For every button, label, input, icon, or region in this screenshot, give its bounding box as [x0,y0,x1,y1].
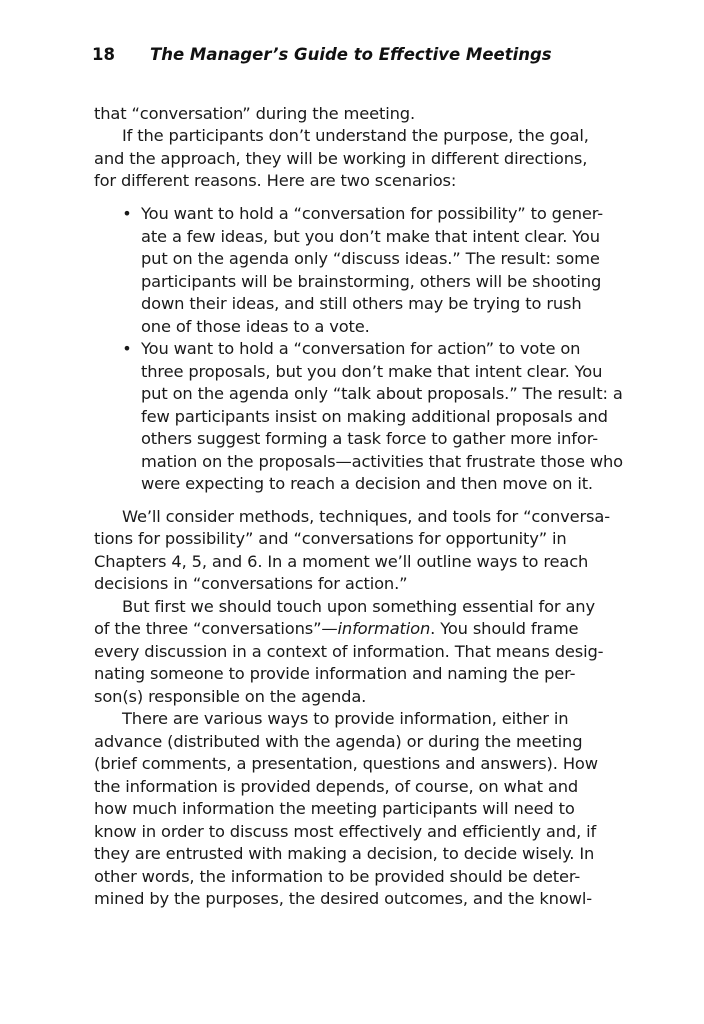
text-line: how much information the meeting participants will need to [94,799,575,818]
running-header [92,45,652,64]
text-line: they are entrusted with making a decision, to decide wisely. In [94,844,595,863]
bullet-text-line: You want to hold a “conversation for possibility” to gener- [141,204,603,223]
text-line: nating someone to provide information and naming the per- [94,664,576,683]
bullet-marker: • [122,204,132,223]
bullet-text-line: put on the agenda only “talk about proposals.” The result: a [141,384,623,403]
bullet-text-line: participants will be brainstorming, others will be shooting [141,272,602,291]
bullet-text-line: were expecting to reach a decision and then move on it. [141,474,593,493]
text-fragment: of the three “conversations”— [94,619,338,638]
bullet-text-line: few participants insist on making additional proposals and [141,407,608,426]
bullet-text-line: others suggest forming a task force to gather more infor- [141,429,598,448]
text-line: and the approach, they will be working in different directions, [94,149,588,168]
bullet-text-line: ate a few ideas, but you don’t make that intent clear. You [141,227,600,246]
text-line: mined by the purposes, the desired outcomes, and the knowl- [94,889,592,908]
text-line: We’ll consider methods, techniques, and tools for “conversa- [122,507,610,526]
text-line: Chapters 4, 5, and 6. In a moment we’ll outline ways to reach [94,552,589,571]
emphasis-information: information [337,619,431,638]
text-line: decisions in “conversations for action.” [94,574,408,593]
bullet-text-line: down their ideas, and still others may be trying to rush [141,294,582,313]
bullet-text-line: three proposals, but you don’t make that intent clear. You [141,362,603,381]
text-line: If the participants don’t understand the purpose, the goal, [122,126,589,145]
page-number: 18 [92,45,115,64]
text-line: every discussion in a context of information. That means desig- [94,642,604,661]
text-line: for different reasons. Here are two scenarios: [94,171,457,190]
text-fragment: . You should frame [430,619,579,638]
text-line: But first we should touch upon something essential for any [122,597,595,616]
text-line: There are various ways to provide information, either in [122,709,569,728]
text-line: tions for possibility” and “conversations for opportunity” in [94,529,567,548]
book-title: The Manager’s Guide to Effective Meetings [150,45,552,64]
text-line: advance (distributed with the agenda) or during the meeting [94,732,583,751]
bullet-text-line: one of those ideas to a vote. [141,317,370,336]
bullet-text-line: mation on the proposals—activities that frustrate those who [141,452,623,471]
text-line: know in order to discuss most effectively and efficiently and, if [94,822,597,841]
bullet-text-line: put on the agenda only “discuss ideas.” The result: some [141,249,600,268]
text-line: that “conversation” during the meeting. [94,104,415,123]
text-line: son(s) responsible on the agenda. [94,687,367,706]
bullet-marker: • [122,339,132,358]
text-line: the information is provided depends, of course, on what and [94,777,579,796]
text-line: other words, the information to be provided should be deter- [94,867,581,886]
text-line [94,618,578,640]
text-line: (brief comments, a presentation, questions and answers). How [94,754,598,773]
bullet-text-line: You want to hold a “conversation for action” to vote on [141,339,581,358]
